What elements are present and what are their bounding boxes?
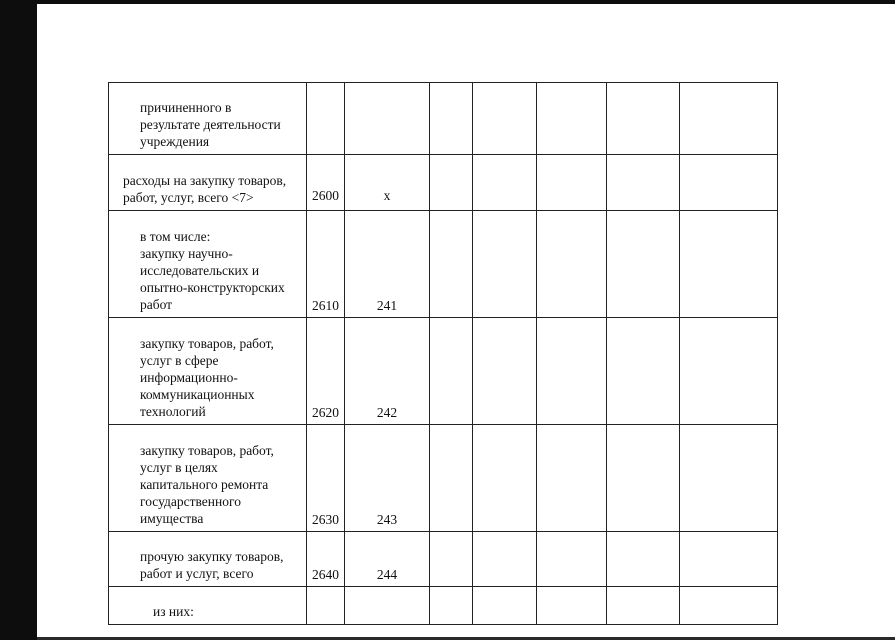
row-description: прочую закупку товаров, работ и услуг, всего — [140, 549, 284, 581]
row-kbk: 241 — [376, 298, 398, 313]
empty-cell — [607, 425, 680, 532]
empty-cell — [430, 83, 473, 155]
empty-cell — [680, 318, 778, 425]
row-description: причиненного в результате деятельности учреждения — [140, 100, 281, 149]
row-kbk-cell — [345, 83, 430, 155]
empty-cell — [537, 318, 607, 425]
row-code: 2600 — [312, 188, 339, 203]
scan-edge-top — [0, 0, 895, 4]
empty-cell — [537, 155, 607, 211]
empty-cell — [680, 155, 778, 211]
row-code: 2630 — [312, 512, 339, 527]
empty-cell — [430, 211, 473, 318]
empty-cell — [607, 587, 680, 625]
empty-cell — [607, 532, 680, 587]
empty-cell — [680, 425, 778, 532]
table-row — [109, 425, 778, 532]
table-row — [109, 532, 778, 587]
empty-cell — [607, 83, 680, 155]
row-kbk: 242 — [376, 405, 398, 420]
empty-cell — [680, 532, 778, 587]
table-row — [109, 83, 778, 155]
empty-cell — [537, 211, 607, 318]
table-row — [109, 211, 778, 318]
empty-cell — [607, 211, 680, 318]
row-description: закупку товаров, работ, услуг в целях капитального ремонта государственного имущества — [140, 443, 274, 526]
row-kbk-cell — [345, 532, 430, 587]
row-code: 2620 — [312, 405, 339, 420]
row-code-cell — [307, 532, 345, 587]
row-description-cell — [109, 318, 307, 425]
row-description-cell — [109, 83, 307, 155]
row-kbk-cell — [345, 155, 430, 211]
row-description: закупку товаров, работ, услуг в сфере информационно- коммуникационных технологий — [140, 336, 274, 419]
row-kbk-cell — [345, 587, 430, 625]
empty-cell — [680, 83, 778, 155]
empty-cell — [430, 532, 473, 587]
row-kbk: 243 — [376, 512, 398, 527]
empty-cell — [537, 83, 607, 155]
row-description: из них: — [153, 604, 194, 619]
row-code-cell — [307, 425, 345, 532]
empty-cell — [537, 532, 607, 587]
row-kbk-cell — [345, 211, 430, 318]
row-code-cell — [307, 83, 345, 155]
empty-cell — [680, 211, 778, 318]
row-kbk: 244 — [376, 567, 398, 582]
empty-cell — [430, 155, 473, 211]
row-description: в том числе: закупку научно- исследовательских и опытно-конструкторских работ — [140, 229, 285, 312]
empty-cell — [473, 211, 537, 318]
table-row — [109, 587, 778, 625]
row-kbk-cell — [345, 425, 430, 532]
table-row — [109, 318, 778, 425]
row-code: 2640 — [312, 567, 339, 582]
table-row — [109, 155, 778, 211]
row-kbk: x — [383, 188, 391, 203]
empty-cell — [537, 587, 607, 625]
empty-cell — [473, 155, 537, 211]
row-description-cell — [109, 425, 307, 532]
row-code-cell — [307, 155, 345, 211]
row-code: 2610 — [312, 298, 339, 313]
empty-cell — [430, 318, 473, 425]
empty-cell — [473, 83, 537, 155]
row-code-cell — [307, 211, 345, 318]
empty-cell — [430, 587, 473, 625]
empty-cell — [473, 587, 537, 625]
empty-cell — [680, 587, 778, 625]
empty-cell — [430, 425, 473, 532]
empty-cell — [607, 318, 680, 425]
row-description-cell — [109, 587, 307, 625]
empty-cell — [607, 155, 680, 211]
row-code-cell — [307, 318, 345, 425]
scan-edge-left — [0, 0, 37, 640]
empty-cell — [473, 532, 537, 587]
empty-cell — [473, 425, 537, 532]
row-description-cell — [109, 155, 307, 211]
row-description-cell — [109, 211, 307, 318]
expenses-table — [108, 82, 778, 625]
row-description: расходы на закупку товаров, работ, услуг, всего <7> — [123, 173, 287, 205]
empty-cell — [537, 425, 607, 532]
row-code-cell — [307, 587, 345, 625]
row-kbk-cell — [345, 318, 430, 425]
empty-cell — [473, 318, 537, 425]
row-description-cell — [109, 532, 307, 587]
